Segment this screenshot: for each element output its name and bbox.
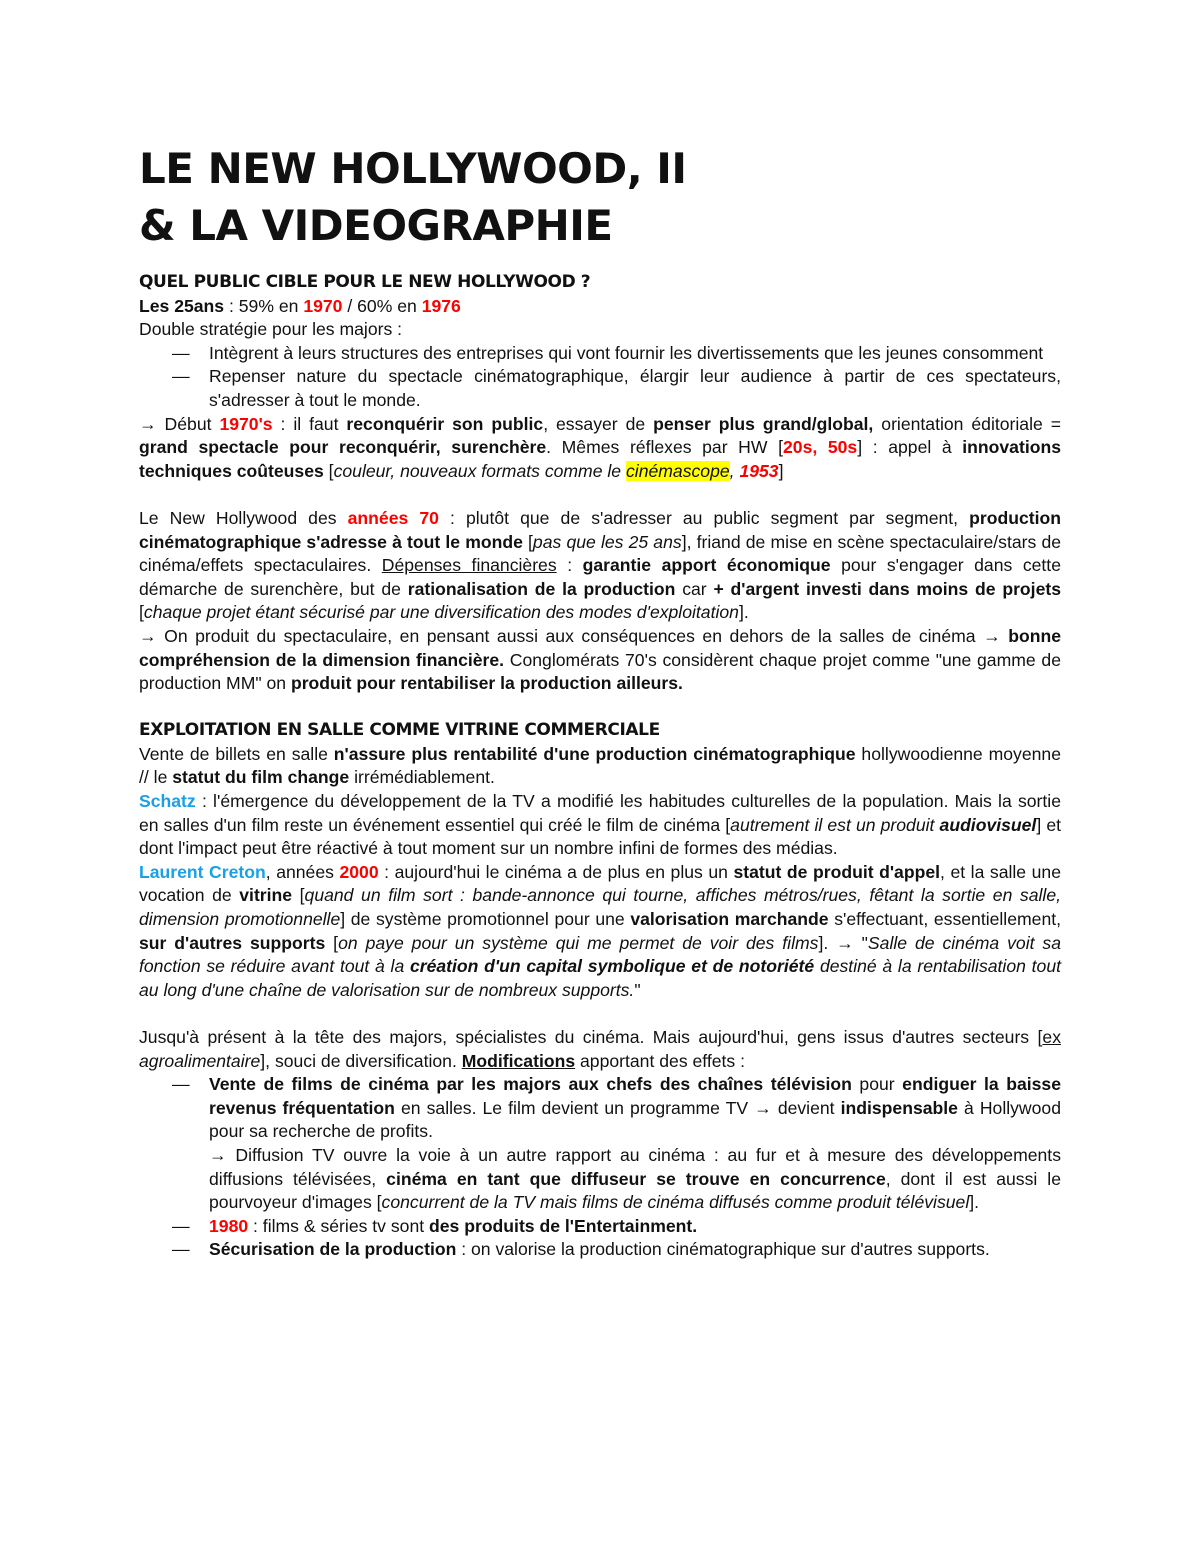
text-run: : films & séries tv sont bbox=[248, 1215, 430, 1236]
text-run: : 59% en bbox=[224, 295, 304, 316]
paragraph bbox=[139, 625, 1061, 696]
list-item bbox=[139, 1215, 1061, 1239]
text-run: , années bbox=[265, 861, 340, 882]
text-run: Conglomérats 70's considèrent chaque projet comme "une gamme de production MM" on bbox=[139, 649, 1061, 694]
text-run: . Mêmes réflexes par HW [ bbox=[546, 437, 783, 458]
text-run: ], friand de mise en scène spectaculaire/stars de cinéma/effets spectaculaires. bbox=[139, 531, 1062, 576]
text-run: → Début bbox=[139, 413, 220, 434]
blank-line bbox=[139, 483, 1061, 507]
text-run: " bbox=[634, 979, 641, 1000]
text-run: pour bbox=[851, 1074, 903, 1095]
text-run: [ bbox=[292, 885, 305, 906]
bullet-dash: — bbox=[172, 1074, 190, 1095]
emphasized-text: 2000 bbox=[339, 861, 379, 882]
text-run: ]. bbox=[738, 602, 749, 623]
emphasized-text: audiovisuel bbox=[939, 814, 1037, 835]
emphasized-text: années 70 bbox=[347, 507, 439, 528]
highlighted-text: cinémascope bbox=[625, 460, 730, 481]
text-run: car bbox=[675, 578, 714, 599]
text-run: [ bbox=[522, 531, 533, 552]
emphasized-text: pas que les 25 ans bbox=[532, 531, 682, 552]
emphasized-text: valorisation marchande bbox=[630, 909, 829, 930]
text-run: ] de système promotionnel pour une bbox=[340, 909, 631, 930]
emphasized-text: concurrent de la TV mais films de cinéma diffusés comme produit télévisuel bbox=[381, 1192, 970, 1213]
bullet-dash: — bbox=[172, 1215, 190, 1236]
list-item bbox=[139, 1238, 1061, 1262]
emphasized-text: + d'argent investi dans moins de projets bbox=[713, 578, 1061, 599]
text-run: pour s'engager dans cette démarche de surenchère, but de bbox=[139, 555, 1061, 599]
list-item bbox=[139, 365, 1061, 412]
emphasized-text: statut du film change bbox=[172, 767, 350, 788]
title-line-1: LE NEW HOLLYWOOD, II bbox=[139, 144, 687, 193]
emphasized-text: statut de produit d'appel bbox=[733, 861, 941, 882]
paragraph bbox=[139, 861, 1061, 1003]
text-run: s'effectuant, essentiellement, bbox=[828, 909, 1061, 930]
text-run: [ bbox=[323, 460, 334, 481]
emphasized-text: autrement il est un produit bbox=[730, 814, 940, 835]
emphasized-text: Schatz bbox=[139, 791, 196, 812]
text-run: EXPLOITATION EN SALLE COMME VITRINE COMMERCIALE bbox=[139, 720, 660, 741]
emphasized-text: garantie apport économique bbox=[582, 555, 831, 576]
text-run: / 60% en bbox=[342, 295, 422, 316]
text-run: , et la salle une vocation de bbox=[139, 861, 1061, 906]
text-run: Intègrent à leurs structures des entreprises qui vont fournir les divertissements que les jeunes consomment bbox=[209, 342, 1044, 363]
section-heading bbox=[139, 719, 1061, 743]
title-line-2: & LA VIDEOGRAPHIE bbox=[139, 201, 613, 250]
emphasized-text: création d'un capital symbolique et de notoriété bbox=[409, 956, 815, 977]
text-run: ], souci de diversification. bbox=[260, 1050, 462, 1071]
text-run: Vente de billets en salle bbox=[139, 743, 334, 764]
text-run: , dont il est aussi le pourvoyeur d'images [ bbox=[209, 1168, 1061, 1213]
document-page bbox=[139, 140, 1061, 1262]
bullet-dash: — bbox=[172, 366, 190, 387]
text-run: , essayer de bbox=[543, 413, 654, 434]
text-run: ] et dont l'impact peut être réactivé à tout moment sur un nombre infini de formes des médias. bbox=[139, 814, 1061, 859]
emphasized-text: endiguer la baisse revenus fréquentation bbox=[209, 1074, 1061, 1118]
emphasized-text: produit pour rentabiliser la production ailleurs. bbox=[290, 673, 683, 694]
emphasized-text: ex bbox=[1042, 1027, 1061, 1047]
paragraph bbox=[139, 790, 1061, 861]
emphasized-text: couleur, nouveaux formats comme le bbox=[333, 460, 626, 481]
emphasized-text: 1970's bbox=[219, 413, 273, 434]
text-run: orientation éditoriale = bbox=[873, 413, 1062, 434]
text-run: : l'émergence du développement de la TV a modifié les habitudes culturelles de la population. Mais la sortie en salles d'un film reste un événement essentiel qui créé le film de cinéma [ bbox=[139, 791, 1061, 835]
text-run: [ bbox=[325, 932, 339, 953]
emphasized-text: cinéma en tant que diffuseur se trouve en concurrence bbox=[386, 1168, 886, 1189]
paragraph bbox=[139, 413, 1061, 484]
text-run: en salles. Le film devient un programme TV → devient bbox=[394, 1097, 841, 1118]
list-item bbox=[139, 342, 1061, 366]
list-item-continuation bbox=[139, 1144, 1061, 1215]
paragraph bbox=[139, 743, 1061, 790]
text-run: : plutôt que de s'adresser au public segment par segment, bbox=[438, 507, 970, 528]
text-run: → Diffusion TV ouvre la voie à un autre rapport au cinéma : au fur et à mesure des développements diffusions télévisées, bbox=[209, 1144, 1061, 1189]
text-run: hollywoodienne moyenne // le bbox=[139, 743, 1061, 788]
emphasized-text: quand un film sort : bande-annonce qui tourne, affiches métros/rues, fêtant la sortie en salle, dimension promotionnelle bbox=[139, 885, 1061, 930]
text-run: : bbox=[556, 555, 583, 576]
text-run: ]. → " bbox=[818, 932, 868, 953]
emphasized-text: on paye pour un système qui me permet de voir des films bbox=[338, 932, 819, 953]
paragraph bbox=[139, 507, 1061, 625]
emphasized-text: 1976 bbox=[421, 295, 461, 316]
bullet-dash: — bbox=[172, 342, 190, 363]
emphasized-text: sur d'autres supports bbox=[139, 932, 326, 953]
emphasized-text: Salle de cinéma voit sa fonction se réduire avant tout à la bbox=[139, 932, 1062, 977]
emphasized-text: production cinématographique s'adresse à tout le monde bbox=[139, 507, 1062, 552]
emphasized-text: rationalisation de la production bbox=[407, 578, 676, 599]
text-run: → On produit du spectaculaire, en pensant aussi aux conséquences en dehors de la salles de cinéma → bbox=[139, 625, 1009, 646]
text-run: ] bbox=[778, 460, 784, 481]
emphasized-text: n'assure plus rentabilité d'une production cinématographique bbox=[333, 743, 856, 764]
emphasized-text: 1980 bbox=[209, 1215, 249, 1236]
emphasized-text: penser plus grand/global, bbox=[653, 413, 874, 434]
text-run: ] : appel à bbox=[857, 437, 963, 458]
text-run: irrémédiablement. bbox=[349, 767, 495, 788]
emphasized-text: Dépenses financières bbox=[381, 555, 557, 576]
bullet-dash: — bbox=[172, 1239, 190, 1260]
emphasized-text: 1953 bbox=[739, 460, 779, 481]
text-run: : il faut bbox=[272, 413, 347, 434]
paragraph bbox=[139, 318, 1061, 342]
text-run: à Hollywood pour sa recherche de profits. bbox=[209, 1097, 1061, 1142]
emphasized-text: agroalimentaire bbox=[139, 1050, 261, 1071]
blank-line bbox=[139, 1002, 1061, 1026]
paragraph bbox=[139, 295, 1061, 319]
text-run: Le New Hollywood des bbox=[139, 507, 348, 528]
list-item bbox=[139, 1073, 1061, 1144]
paragraph bbox=[139, 1026, 1061, 1073]
text-run: [ bbox=[139, 602, 144, 623]
emphasized-text: 1970 bbox=[303, 295, 343, 316]
text-run: : aujourd'hui le cinéma a de plus en plus un bbox=[378, 861, 734, 882]
text-run: apportant des effets : bbox=[575, 1050, 745, 1071]
emphasized-text: indispensable bbox=[840, 1097, 958, 1118]
emphasized-text: , bbox=[729, 460, 740, 481]
emphasized-text: chaque projet étant sécurisé par une diversification des modes d'exploitation bbox=[143, 602, 739, 623]
section-heading bbox=[139, 271, 1061, 295]
emphasized-text: des produits de l'Entertainment. bbox=[429, 1215, 698, 1236]
emphasized-text: Vente de films de cinéma par les majors aux chefs des chaînes télévision bbox=[209, 1074, 852, 1095]
emphasized-text: grand spectacle pour reconquérir, surenchère bbox=[139, 437, 547, 458]
text-run: Jusqu'à présent à la tête des majors, spécialistes du cinéma. Mais aujourd'hui, gens issus d'autres secteurs [ bbox=[139, 1027, 1043, 1047]
emphasized-text: Les 25ans bbox=[139, 295, 225, 316]
emphasized-text: vitrine bbox=[239, 885, 293, 906]
emphasized-text: 20s, 50s bbox=[783, 437, 858, 458]
emphasized-text: Modifications bbox=[461, 1050, 576, 1071]
emphasized-text: bonne compréhension de la dimension financière. bbox=[139, 625, 1061, 670]
emphasized-text: destiné à la rentabilisation tout au long d'une chaîne de valorisation sur de nombreux supports. bbox=[139, 956, 1061, 1000]
document-title bbox=[139, 140, 1061, 254]
blank-line bbox=[139, 696, 1061, 720]
text-run: : on valorise la production cinématographique sur d'autres supports. bbox=[456, 1239, 990, 1260]
text-run: Double stratégie pour les majors : bbox=[139, 319, 403, 340]
emphasized-text: reconquérir son public bbox=[346, 413, 544, 434]
text-run: ]. bbox=[969, 1192, 980, 1213]
text-run: QUEL PUBLIC CIBLE POUR LE NEW HOLLYWOOD ? bbox=[139, 272, 591, 292]
emphasized-text: Sécurisation de la production bbox=[209, 1239, 457, 1260]
emphasized-text: Laurent Creton bbox=[139, 861, 266, 882]
emphasized-text: innovations techniques coûteuses bbox=[139, 437, 1061, 481]
document-body bbox=[139, 271, 1061, 1262]
text-run: Repenser nature du spectacle cinématographique, élargir leur audience à partir de ces spectateurs, s'adresser à tout le monde. bbox=[209, 366, 1061, 410]
